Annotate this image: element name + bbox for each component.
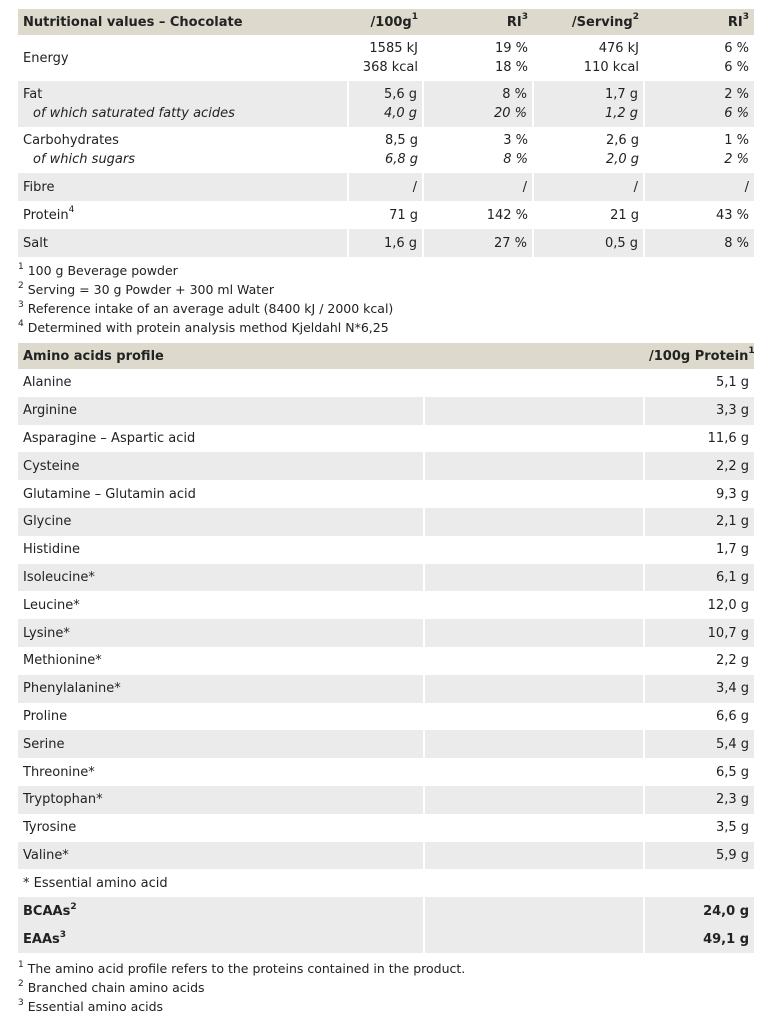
amino-value-header: /100g Protein$^1$ xyxy=(644,343,754,369)
footnote: $^4$ Determined with protein analysis method Kjeldahl N*6,25 xyxy=(18,318,389,335)
eaas-label: EAAs$^3$ xyxy=(18,925,424,953)
carbs-ri-serving: 1 % 2 % xyxy=(724,133,749,167)
carbs-per100g: 8,5 g 6,8 g xyxy=(384,133,418,167)
nutrition-footnotes xyxy=(18,261,754,337)
amino-row xyxy=(18,703,754,731)
amino-name: Methionine* xyxy=(23,653,102,669)
amino-name: Threonine* xyxy=(23,764,95,780)
carbs-serving: 2,6 g 2,0 g xyxy=(605,133,639,167)
footnote: $^2$ Serving = 30 g Powder + 300 ml Water xyxy=(18,280,274,297)
amino-name: Phenylalanine* xyxy=(18,675,424,703)
fat-per100g: 5,6 g 4,0 g xyxy=(348,81,423,127)
fibre-serving: / xyxy=(533,173,644,201)
amino-name: Alanine xyxy=(23,375,72,391)
nutrition-document xyxy=(18,9,754,1016)
essential-note-row xyxy=(18,869,754,897)
bcaas-label: BCAAs$^2$ xyxy=(18,897,424,925)
col-serving-header: /Serving$^2$ xyxy=(533,9,644,35)
amino-row xyxy=(18,508,754,536)
salt-ri-serving: 8 % xyxy=(644,229,754,257)
amino-value: 9,3 g xyxy=(715,486,749,502)
salt-ri: 27 % xyxy=(423,229,533,257)
salt-label: Salt xyxy=(18,229,348,257)
amino-name: Cysteine xyxy=(18,452,424,480)
amino-name: Glycine xyxy=(18,508,424,536)
amino-row xyxy=(18,730,754,758)
col-per100g-header: $/100g^1$ xyxy=(348,9,423,35)
amino-value: 3,3 g xyxy=(644,397,754,425)
amino-name: Proline xyxy=(23,708,68,724)
amino-name: Arginine xyxy=(18,397,424,425)
eaas-value: 49,1 g xyxy=(644,925,754,953)
amino-title: Amino acids profile xyxy=(18,343,424,369)
salt-per100g: 1,6 g xyxy=(348,229,423,257)
essential-note: * Essential amino acid xyxy=(23,875,168,891)
amino-value: 11,6 g xyxy=(707,430,749,446)
protein-ri-serving: 43 % xyxy=(715,207,749,223)
amino-row xyxy=(18,842,754,870)
bcaas-value: 24,0 g xyxy=(644,897,754,925)
energy-label: Energy xyxy=(23,50,69,66)
protein-serving: 21 g xyxy=(610,207,639,223)
amino-name: Tyrosine xyxy=(23,820,77,836)
amino-value: 6,5 g xyxy=(715,764,749,780)
nutrition-title: Nutritional values – Chocolate xyxy=(18,9,348,35)
amino-value: 3,5 g xyxy=(715,820,749,836)
fat-serving: 1,7 g 1,2 g xyxy=(533,81,644,127)
amino-row xyxy=(18,564,754,592)
amino-value: 5,9 g xyxy=(644,842,754,870)
amino-value: 5,4 g xyxy=(644,730,754,758)
amino-value: 3,4 g xyxy=(644,675,754,703)
amino-name: Valine* xyxy=(18,842,424,870)
amino-name: Isoleucine* xyxy=(18,564,424,592)
amino-name: Histidine xyxy=(23,542,80,558)
energy-ri: 19 % 18 % xyxy=(494,41,528,75)
fibre-ri-serving: / xyxy=(644,173,754,201)
salt-row xyxy=(18,229,754,257)
amino-name: Asparagine – Aspartic acid xyxy=(23,430,196,446)
energy-ri-serving: 6 % 6 % xyxy=(724,41,749,75)
footnote: $^3$ Essential amino acids xyxy=(18,998,164,1015)
col-ri-header: $RI^3$ xyxy=(423,9,533,35)
eaas-row xyxy=(18,925,754,953)
amino-name: Glutamine – Glutamin acid xyxy=(23,486,196,502)
footnote: $^1$ 100 g Beverage powder xyxy=(18,261,178,278)
bcaas-row xyxy=(18,897,754,925)
amino-header-row xyxy=(18,343,754,369)
amino-row xyxy=(18,369,754,397)
amino-row xyxy=(18,452,754,480)
amino-value: 5,1 g xyxy=(715,375,749,391)
amino-value: 2,2 g xyxy=(715,653,749,669)
energy-per100g: 1585 kJ 368 kcal xyxy=(362,41,418,75)
amino-value: 2,3 g xyxy=(644,786,754,814)
protein-row xyxy=(18,201,754,229)
amino-row xyxy=(18,675,754,703)
amino-row xyxy=(18,425,754,453)
energy-row xyxy=(18,35,754,81)
col-ri-serving-header: $RI^3$ xyxy=(644,9,754,35)
footnote: $^1$ The amino acid profile refers to the proteins contained in the product. xyxy=(18,960,466,977)
nutrition-header-row xyxy=(18,9,754,35)
footnote: $^2$ Branched chain amino acids xyxy=(18,979,205,996)
fibre-ri: / xyxy=(423,173,533,201)
fat-row xyxy=(18,81,754,127)
fat-label: Fat of which saturated fatty acides xyxy=(18,81,348,127)
amino-name: Serine xyxy=(18,730,424,758)
amino-footnotes xyxy=(18,959,754,1016)
amino-value: 6,1 g xyxy=(644,564,754,592)
amino-row xyxy=(18,480,754,508)
carbs-row xyxy=(18,127,754,173)
amino-value: 10,7 g xyxy=(644,619,754,647)
amino-row xyxy=(18,619,754,647)
salt-serving: 0,5 g xyxy=(533,229,644,257)
nutrition-table xyxy=(18,9,754,257)
fat-ri: 8 % 20 % xyxy=(423,81,533,127)
amino-value: 2,2 g xyxy=(644,452,754,480)
protein-label: Protein$^4$ xyxy=(23,205,75,223)
amino-value: 12,0 g xyxy=(707,597,749,613)
carbs-ri: 3 % 8 % xyxy=(503,133,528,167)
amino-row xyxy=(18,758,754,786)
protein-ri: 142 % xyxy=(486,207,528,223)
protein-per100g: 71 g xyxy=(389,207,418,223)
amino-name: Lysine* xyxy=(18,619,424,647)
energy-serving: 476 kJ 110 kcal xyxy=(583,41,639,75)
fat-ri-serving: 2 % 6 % xyxy=(644,81,754,127)
fibre-per100g: / xyxy=(348,173,423,201)
amino-row xyxy=(18,647,754,675)
amino-row xyxy=(18,814,754,842)
carbs-label: Carbohydrates of which sugars xyxy=(23,133,136,167)
amino-row xyxy=(18,591,754,619)
amino-name: Tryptophan* xyxy=(18,786,424,814)
amino-row xyxy=(18,786,754,814)
fibre-row xyxy=(18,173,754,201)
footnote: $^3$ Reference intake of an average adult (8400 kJ / 2000 kcal) xyxy=(18,299,394,316)
amino-value: 6,6 g xyxy=(715,708,749,724)
amino-table xyxy=(18,343,754,953)
amino-value: 2,1 g xyxy=(644,508,754,536)
amino-row xyxy=(18,397,754,425)
amino-value: 1,7 g xyxy=(715,542,749,558)
amino-name: Leucine* xyxy=(23,597,80,613)
fibre-label: Fibre xyxy=(18,173,348,201)
amino-row xyxy=(18,536,754,564)
